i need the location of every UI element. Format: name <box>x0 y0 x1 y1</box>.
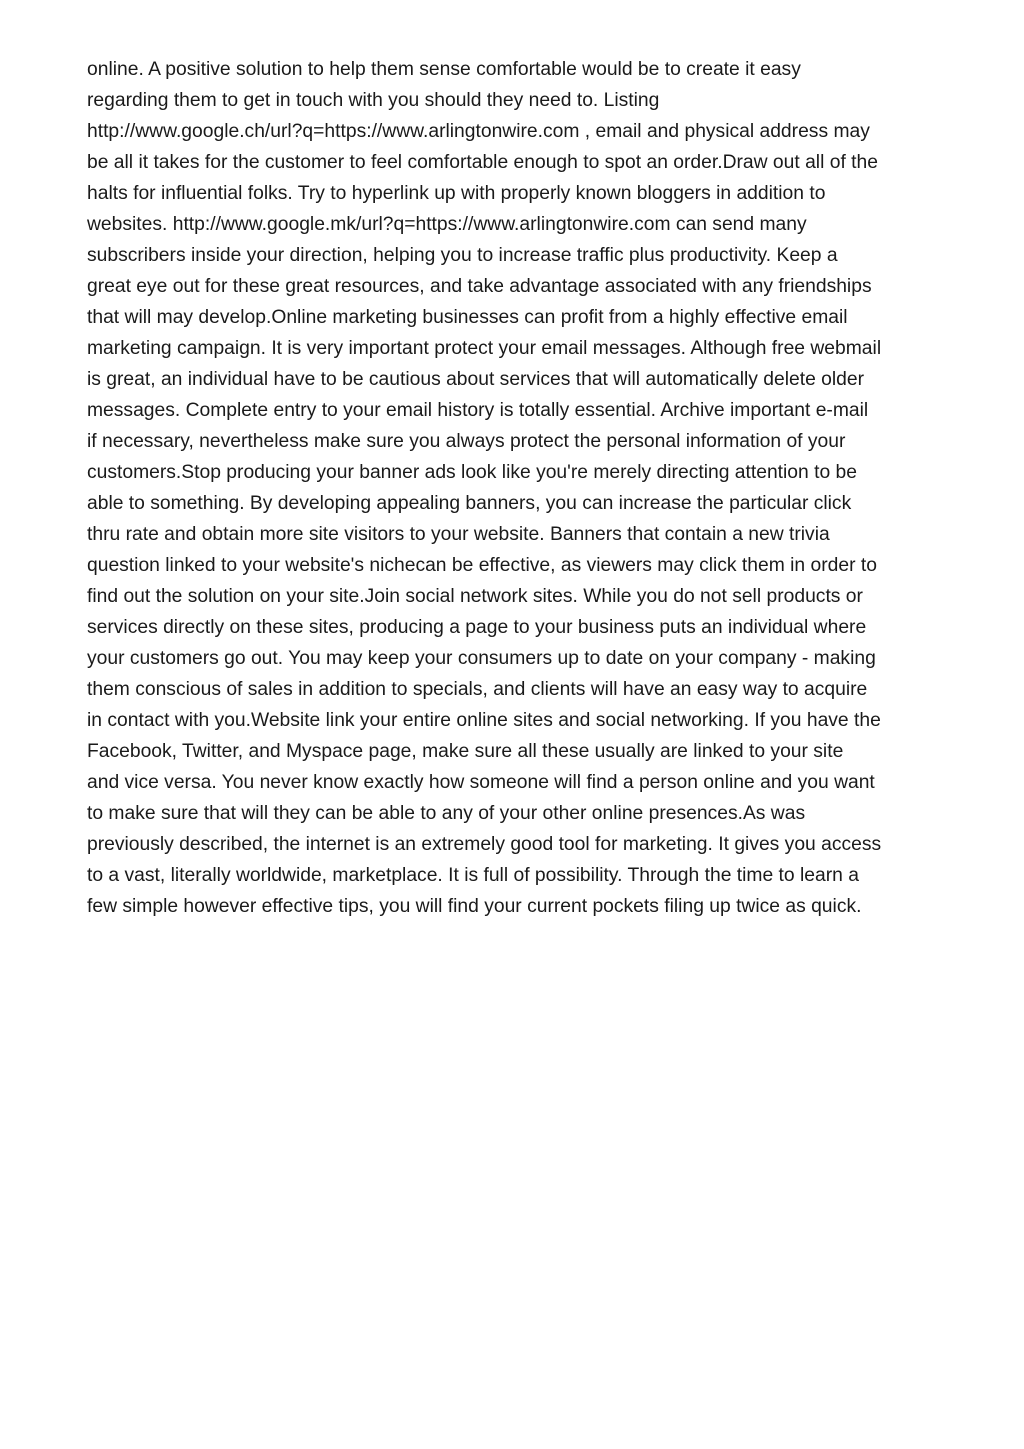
paragraph-line: to make sure that will they can be able to any of your other online presences.As was <box>87 803 806 824</box>
paragraph-line: http://www.google.ch/url?q=https://www.arlingtonwire.com , email and physical address may <box>87 121 870 142</box>
paragraph-line: thru rate and obtain more site visitors to your website. Banners that contain a new trivia <box>87 524 830 545</box>
paragraph-line: messages. Complete entry to your email history is totally essential. Archive important e-mail <box>87 400 869 421</box>
paragraph-line: is great, an individual have to be cautious about services that will automatically delete older <box>87 369 865 390</box>
paragraph-line: your customers go out. You may keep your consumers up to date on your company - making <box>87 648 876 669</box>
paragraph-line: if necessary, nevertheless make sure you always protect the personal information of your <box>87 431 846 452</box>
paragraph-line: be all it takes for the customer to feel comfortable enough to spot an order.Draw out all of the <box>87 152 878 173</box>
paragraph-line: websites. http://www.google.mk/url?q=https://www.arlingtonwire.com can send many <box>87 214 807 235</box>
paragraph-line: customers.Stop producing your banner ads look like you're merely directing attention to be <box>87 462 857 483</box>
paragraph-line: online. A positive solution to help them sense comfortable would be to create it easy <box>87 59 801 80</box>
paragraph-line: regarding them to get in touch with you should they need to. Listing <box>87 90 660 111</box>
paragraph-line: question linked to your website's nichecan be effective, as viewers may click them in order to <box>87 555 877 576</box>
paragraph-line: subscribers inside your direction, helping you to increase traffic plus productivity. Keep a <box>87 245 838 266</box>
paragraph-line: to a vast, literally worldwide, marketplace. It is full of possibility. Through the time to learn a <box>87 865 859 886</box>
paragraph-line: and vice versa. You never know exactly how someone will find a person online and you want <box>87 772 875 793</box>
paragraph-line: previously described, the internet is an extremely good tool for marketing. It gives you access <box>87 834 882 855</box>
body-paragraph <box>87 54 947 922</box>
paragraph-line: in contact with you.Website link your entire online sites and social networking. If you have the <box>87 710 881 731</box>
paragraph-line: able to something. By developing appealing banners, you can increase the particular click <box>87 493 852 514</box>
paragraph-line: that will may develop.Online marketing businesses can profit from a highly effective email <box>87 307 848 328</box>
paragraph-line: services directly on these sites, producing a page to your business puts an individual where <box>87 617 867 638</box>
paragraph-line: marketing campaign. It is very important protect your email messages. Although free webmail <box>87 338 882 359</box>
paragraph-line: find out the solution on your site.Join social network sites. While you do not sell products or <box>87 586 863 607</box>
paragraph-line: halts for influential folks. Try to hyperlink up with properly known bloggers in addition to <box>87 183 826 204</box>
paragraph-line: great eye out for these great resources, and take advantage associated with any friendships <box>87 276 872 297</box>
paragraph-line: few simple however effective tips, you will find your current pockets filing up twice as quick. <box>87 896 862 917</box>
paragraph-line: them conscious of sales in addition to specials, and clients will have an easy way to acquire <box>87 679 868 700</box>
paragraph-line: Facebook, Twitter, and Myspace page, make sure all these usually are linked to your site <box>87 741 844 762</box>
